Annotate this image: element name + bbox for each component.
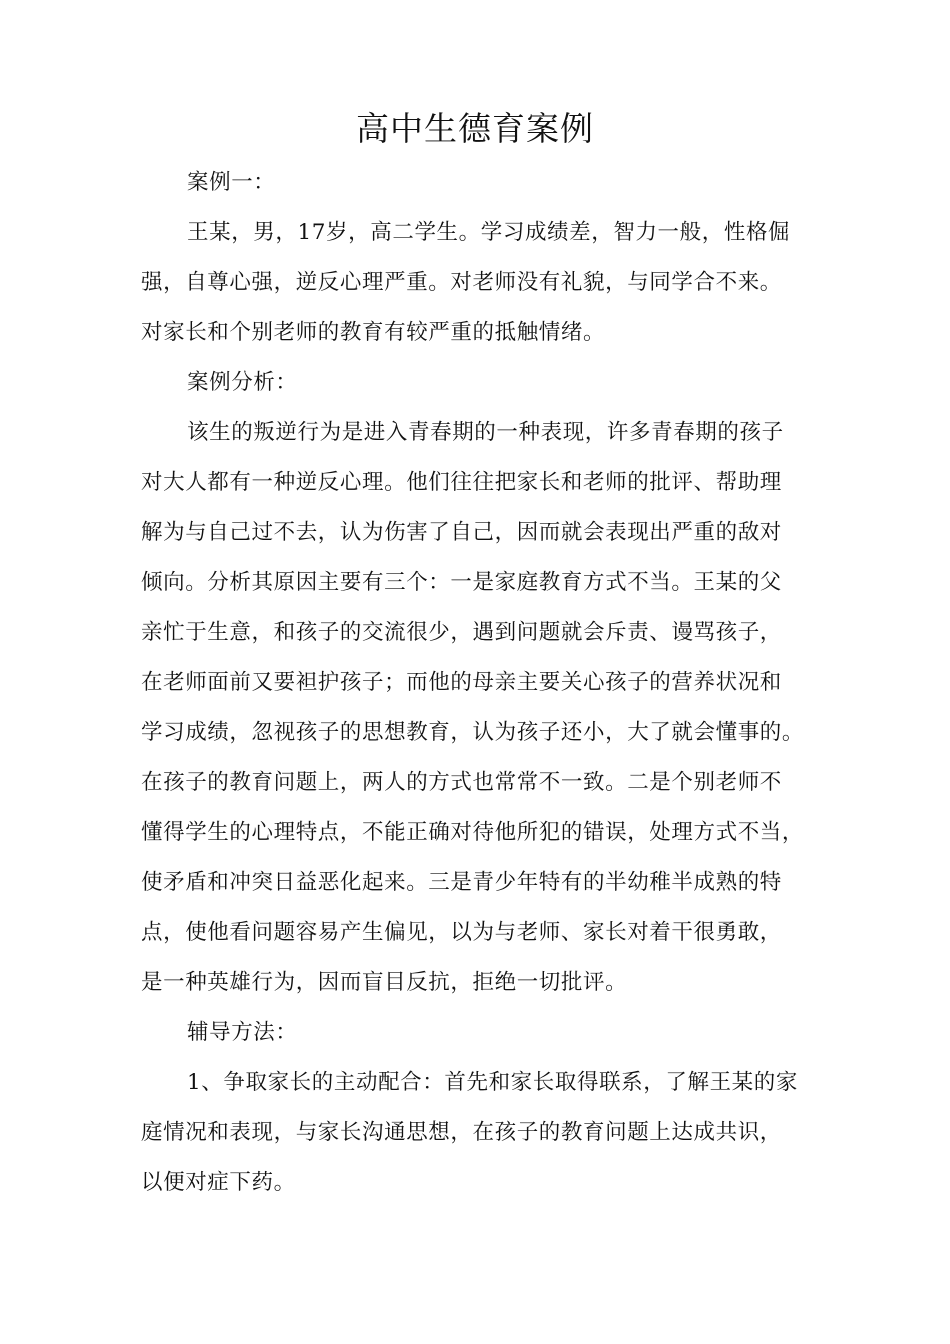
text-line: 该生的叛逆行为是进入青春期的一种表现，许多青春期的孩子 <box>187 420 784 445</box>
text-line: 庭情况和表现，与家长沟通思想，在孩子的教育问题上达成共识， <box>141 1120 782 1145</box>
text-line: 使矛盾和冲突日益恶化起来。三是青少年特有的半幼稚半成熟的特 <box>141 870 782 895</box>
text-line: 案例一： <box>187 170 276 195</box>
text-line: 案例分析： <box>187 370 298 395</box>
text-line: 1、争取家长的主动配合：首先和家长取得联系，了解王某的家 <box>187 1070 798 1095</box>
text-line: 以便对症下药。 <box>141 1170 296 1195</box>
text-line: 点，使他看问题容易产生偏见，以为与老师、家长对着干很勇敢， <box>141 920 782 945</box>
text-line: 辅导方法： <box>187 1020 298 1045</box>
text-line: 对大人都有一种逆反心理。他们往往把家长和老师的批评、帮助理 <box>141 470 782 495</box>
text-line: 王某，男，17岁，高二学生。学习成绩差，智力一般，性格倔 <box>187 220 791 245</box>
text-line: 在孩子的教育问题上，两人的方式也常常不一致。二是个别老师不 <box>141 770 782 795</box>
text-line: 学习成绩，忽视孩子的思想教育，认为孩子还小，大了就会懂事的。 <box>141 720 805 745</box>
text-line: 解为与自己过不去，认为伤害了自己，因而就会表现出严重的敌对 <box>141 520 782 545</box>
text-line: 懂得学生的心理特点，不能正确对待他所犯的错误，处理方式不当， <box>141 820 805 845</box>
text-line: 对家长和个别老师的教育有较严重的抵触情绪。 <box>141 320 606 345</box>
text-line: 亲忙于生意，和孩子的交流很少，遇到问题就会斥责、谩骂孩子， <box>141 620 782 645</box>
text-line: 在老师面前又要袒护孩子；而他的母亲主要关心孩子的营养状况和 <box>141 670 782 695</box>
text-line: 强，自尊心强，逆反心理严重。对老师没有礼貌，与同学合不来。 <box>141 270 782 295</box>
document-body <box>141 158 841 1208</box>
document-title: 高中生德育案例 <box>356 109 594 148</box>
text-line: 是一种英雄行为，因而盲目反抗，拒绝一切批评。 <box>141 970 628 995</box>
text-line: 倾向。分析其原因主要有三个：一是家庭教育方式不当。王某的父 <box>141 570 782 595</box>
